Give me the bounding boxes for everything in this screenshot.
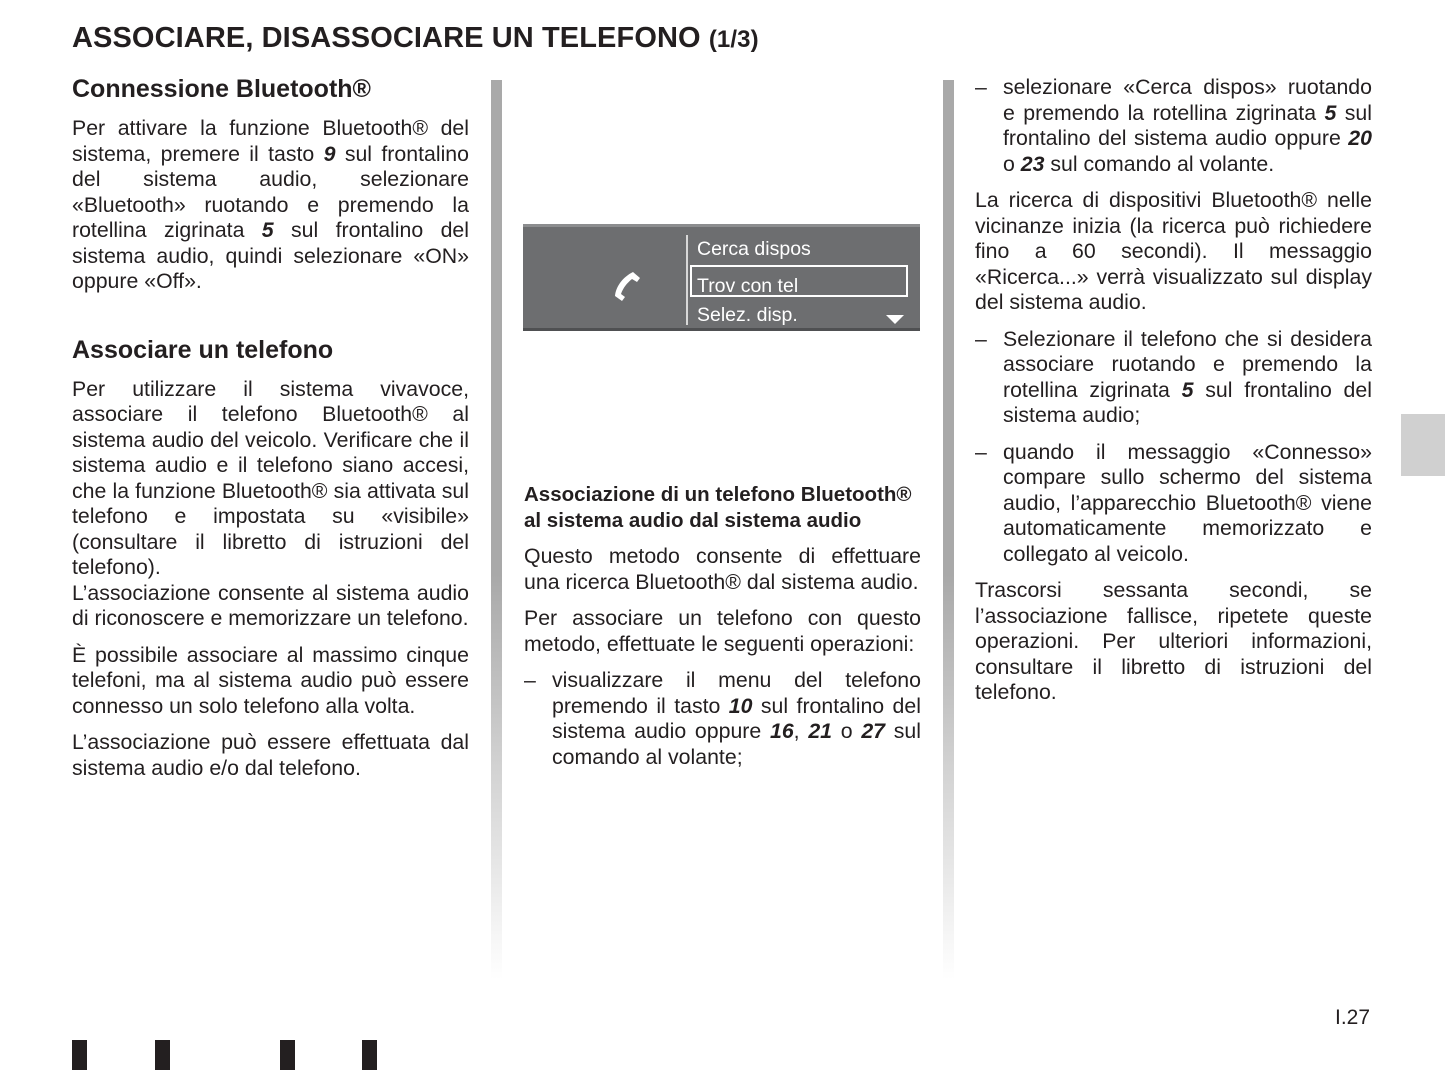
chapter-side-tab xyxy=(1401,414,1445,476)
step-select-search-devices: – selezionare «Cerca dispos» ruotando e premendo la rotellina zigrinata 5 sul frontalino del sistema audio oppure 20 o 23 sul comando al volante. xyxy=(975,75,1372,177)
key-number: 27 xyxy=(861,719,886,743)
paragraph-method-steps-intro: Per associare un telefono con questo metodo, effettuate le seguenti operazioni: xyxy=(524,606,921,656)
key-number: 16 xyxy=(769,719,794,743)
page-number: I.27 xyxy=(1335,1006,1371,1029)
phone-handset-icon xyxy=(611,269,645,303)
display-separator xyxy=(686,235,688,325)
column-divider-left xyxy=(491,80,502,980)
heading-pairing-from-audio: Associazione di un telefono Bluetooth® al sistema audio dal sistema audio xyxy=(524,483,912,532)
key-number: 23 xyxy=(1020,151,1045,176)
key-number: 5 xyxy=(1181,377,1194,402)
step-select-phone: – Selezionare il telefono che si desidera associare ruotando e premendo la rotellina zigrinata 5 sul frontalino del sistema audio; xyxy=(975,327,1372,429)
key-number: 9 xyxy=(323,141,336,166)
paragraph-bluetooth-activation: Per attivare la funzione Bluetooth® del sistema, premere il tasto 9 sul frontalino del sistema audio, selezionare «Bluetooth» ruotando e premendo la rotellina zigrinata 5 sul frontalino del sistema audio, quindi selezionare «ON» oppure «Off». xyxy=(72,116,469,293)
paragraph-search-info: La ricerca di dispositivi Bluetooth® nelle vicinanze inizia (la ricerca può richiedere fino a 60 secondi). Il messaggio «Ricerca...» verrà visualizzato sul display del sistema audio. xyxy=(975,188,1372,314)
print-registration-mark xyxy=(280,1040,295,1070)
column-1 xyxy=(72,72,469,792)
menu-item-select-device: Selez. disp. xyxy=(697,304,798,326)
step-connected-message: – quando il messaggio «Connesso» compare sullo schermo del sistema audio, l’apparecchio Bluetooth® viene automaticamente memorizzato e collegato al veicolo. xyxy=(975,440,1372,568)
key-number: 5 xyxy=(1324,100,1337,125)
heading-bluetooth-connection: Connessione Bluetooth® xyxy=(72,75,371,103)
column-2 xyxy=(524,482,921,781)
step-open-phone-menu: – visualizzare il menu del telefono premendo il tasto 10 sul frontalino del sistema audio oppure 16, 21 o 27 sul comando al volante; xyxy=(524,668,921,770)
menu-item-search-devices: Cerca dispos xyxy=(697,238,811,260)
print-registration-mark xyxy=(362,1040,377,1070)
paragraph-pairing-methods: L’associazione può essere effettuata dal sistema audio e/o dal telefono. xyxy=(72,730,469,780)
menu-item-find-by-phone: Trov con tel xyxy=(697,275,799,297)
key-number: 21 xyxy=(808,719,833,743)
title-part: (1/3) xyxy=(708,26,759,53)
column-3 xyxy=(975,75,1372,717)
paragraph-pairing-intro: Per utilizzare il sistema vivavoce, associare il telefono Bluetooth® al sistema audio del veicolo. Verificare che il sistema audio e il telefono siano accesi, che la funzione Bluetooth® sia attivata sul telefono e impostata su «visibile» (consultare il libretto di istruzioni del telefono). xyxy=(72,376,469,579)
key-number: 10 xyxy=(728,693,753,718)
page-title xyxy=(72,22,759,55)
paragraph-pairing-limit: È possibile associare al massimo cinque telefoni, ma al sistema audio può essere connesso un solo telefono alla volta. xyxy=(72,642,469,718)
key-number: 5 xyxy=(261,218,274,242)
paragraph-pairing-purpose: L’associazione consente al sistema audio di riconoscere e memorizzare un telefono. xyxy=(72,580,469,630)
paragraph-method-description: Questo metodo consente di effettuare una ricerca Bluetooth® dal sistema audio. xyxy=(524,544,921,594)
column-divider-right xyxy=(943,80,954,980)
audio-display-illustration xyxy=(523,224,920,331)
print-registration-mark xyxy=(155,1040,170,1070)
title-main: ASSOCIARE, DISASSOCIARE UN TELEFONO xyxy=(72,22,701,54)
print-registration-mark xyxy=(72,1040,87,1070)
heading-pair-phone: Associare un telefono xyxy=(72,335,334,364)
scroll-down-arrow-icon xyxy=(886,315,904,324)
paragraph-timeout-info: Trascorsi sessanta secondi, se l’associazione fallisce, ripetete queste operazioni. Per ulteriori informazioni, consultare il libretto di istruzioni del telefono. xyxy=(975,578,1372,704)
key-number: 20 xyxy=(1348,126,1372,150)
